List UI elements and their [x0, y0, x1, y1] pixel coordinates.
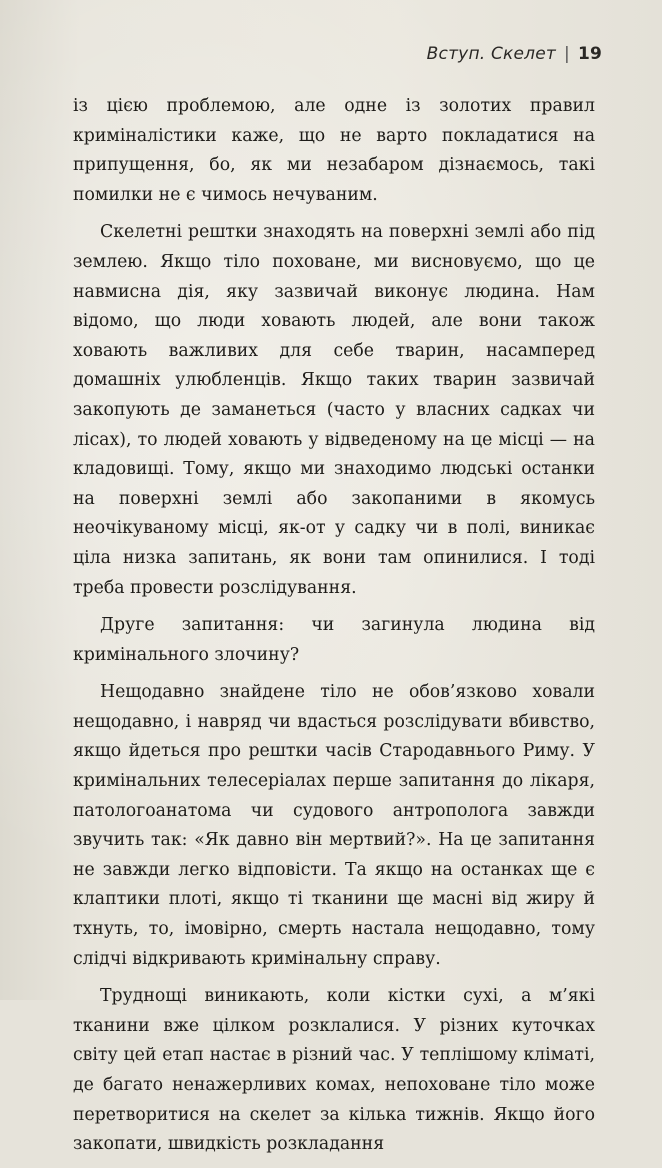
paragraph: Друге запитання: чи загинула людина від кримінального злочину?: [73, 615, 595, 665]
body-text: [73, 92, 595, 1168]
paragraph: Труднощі виникають, коли кістки сухі, а м’які тканини вже цілком розклалися. У різних куточках світу цей етап настає в різний час. У теплішому кліматі, де багато ненажерливих комах, непоховане тіло може перетворитися на скелет за кілька тижнів. Якщо його закопати, швидкість розкладання: [73, 986, 595, 1155]
section-title: Вступ. Скелет: [426, 44, 556, 64]
paragraph: Скелетні рештки знаходять на поверхні землі або під землею. Якщо тіло поховане, ми висновуємо, що це навмисна дія, яку зазвичай виконує людина. Нам відомо, що люди ховають людей, але вони також ховають важливих для себе тварин, насамперед домашніх улюбленців. Якщо таких тварин зазвичай закопують де заманеться (часто у власних садках чи лісах), то людей ховають у відведеному на це місці — на кладовищі. Тому, якщо ми знаходимо людські останки на поверхні землі або закопаними в якомусь неочікуваному місці, як-от у садку чи в полі, виникає ціла низка запитань, як вони там опинилися. І тоді треба провести розслідування.: [73, 222, 595, 598]
running-head: [427, 44, 602, 64]
page-number: 19: [577, 44, 602, 64]
paragraph-continuation: із цією проблемою, але одне із золотих правил криміналістики каже, що не варто покладатися на припущення, бо, як ми незабаром дізнаємось, такі помилки не є чимось нечуваним.: [73, 96, 595, 205]
paragraph: Нещодавно знайдене тіло не обов’язково ховали нещодавно, і навряд чи вдасться розслідувати вбивство, якщо йдеться про рештки часів Стародавнього Риму. У кримінальних телесеріалах перше запитання до лікаря, патологоанатома чи судового антрополога завжди звучить так: «Як давно він мертвий?». На це запитання не завжди легко відповісти. Та якщо на останках ще є клаптики плоті, якщо ті тканини ще масні від жиру й тхнуть, то, імовірно, смерть настала нещодавно, тому слідчі відкривають кримінальну справу.: [73, 682, 595, 969]
header-separator: |: [564, 44, 570, 64]
